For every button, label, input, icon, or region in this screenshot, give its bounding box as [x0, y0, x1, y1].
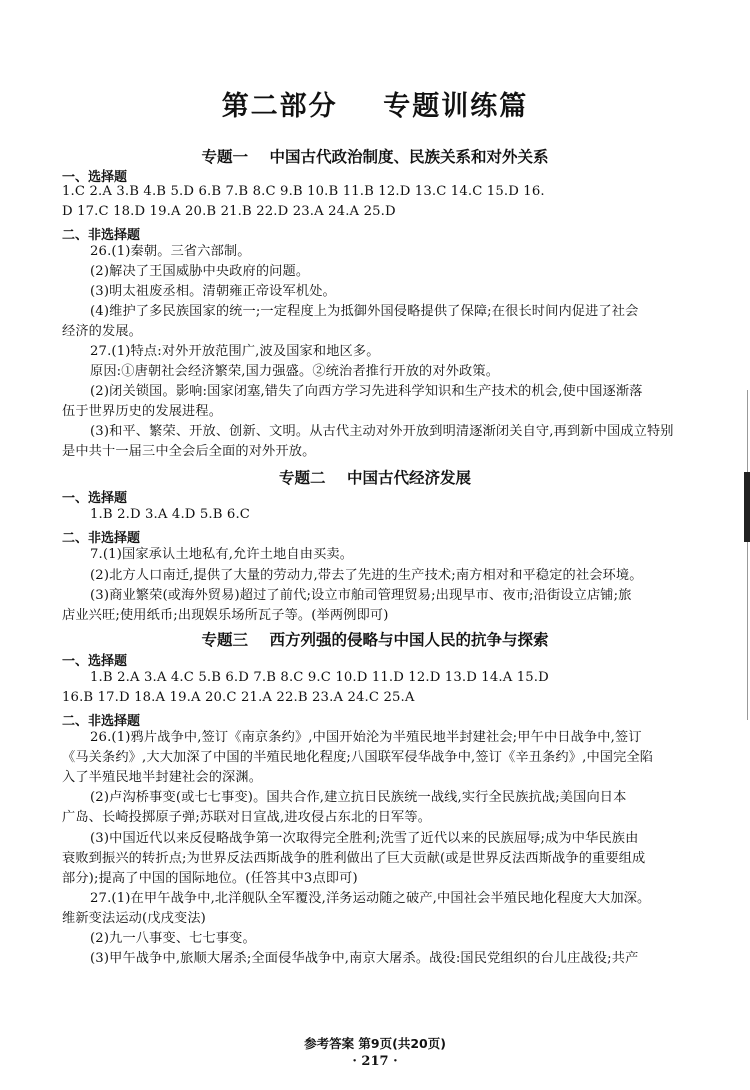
footer-answer-label: 参考答案 第9页(共20页) — [304, 1036, 446, 1051]
topic1-choice-section: 一、选择题 — [62, 170, 128, 185]
topic3-heading: 专题三 西方列强的侵略与中国人民的抗争与探索 — [201, 631, 549, 649]
answer-line: 27.(1)在甲午战争中,北洋舰队全军覆没,洋务运动随之破产,中国社会半殖民地化程度大大加深。 — [90, 891, 651, 906]
topic3-choice-section: 一、选择题 — [62, 654, 128, 669]
topic2-choice-answers-1: 1.B 2.D 3.A 4.D 5.B 6.C — [90, 507, 251, 522]
answer-line: 店业兴旺;使用纸币;出现娱乐场所瓦子等。(举两例即可) — [62, 608, 389, 623]
binding-edge-line — [747, 390, 748, 720]
answer-line: 部分);提高了中国的国际地位。(任答其中3点即可) — [62, 871, 358, 886]
answer-line: (3)甲午战争中,旅顺大屠杀;全面侵华战争中,南京大屠杀。战役:国民党组织的台儿庄战役;共产 — [90, 951, 639, 966]
answer-line: (2)解决了王国威胁中央政府的问题。 — [90, 264, 310, 279]
answer-line: 入了半殖民地半封建社会的深渊。 — [62, 770, 263, 785]
answer-line: 维新变法运动(戊戌变法) — [62, 911, 206, 926]
topic3-nonchoice-section: 二、非选择题 — [62, 714, 141, 729]
page-number: · 217 · — [352, 1054, 398, 1069]
answer-line: 伍于世界历史的发展进程。 — [62, 404, 223, 419]
answer-line: 广岛、长崎投掷原子弹;苏联对日宣战,进攻侵占东北的日军等。 — [62, 810, 432, 825]
answer-line: (3)中国近代以来反侵略战争第一次取得完全胜利;洗雪了近代以来的民族屈辱;成为中华民族由 — [90, 831, 639, 846]
answer-line: (2)九一八事变、七七事变。 — [90, 931, 256, 946]
topic2-choice-section: 一、选择题 — [62, 491, 128, 506]
answer-line: 26.(1)秦朝。三省六部制。 — [90, 244, 251, 259]
topic1-heading: 专题一 中国古代政治制度、民族关系和对外关系 — [201, 148, 549, 166]
topic3-choice-answers-2: 16.B 17.D 18.A 19.A 20.C 21.A 22.B 23.A 24.C 25.A — [62, 690, 415, 705]
answer-line: (4)维护了多民族国家的统一;一定程度上为抵御外国侵略提供了保障;在很长时间内促进了社会 — [90, 304, 639, 319]
answer-line: 是中共十一届三中全会后全面的对外开放。 — [62, 444, 316, 459]
answer-line: 衰败到振兴的转折点;为世界反法西斯战争的胜利做出了巨大贡献(或是世界反法西斯战争的重要组成 — [62, 851, 646, 866]
answer-line: (2)卢沟桥事变(或七七事变)。国共合作,建立抗日民族统一战线,实行全民族抗战;美国向日本 — [90, 790, 627, 805]
answer-line: 26.(1)鸦片战争中,签订《南京条约》,中国开始沦为半殖民地半封建社会;甲午中日战争中,签订 — [90, 730, 642, 745]
answer-line: 原因:①唐朝社会经济繁荣,国力强盛。②统治者推行开放的对外政策。 — [90, 364, 500, 379]
answer-line: (3)商业繁荣(或海外贸易)超过了前代;设立市舶司管理贸易;出现早市、夜市;沿街设立店铺;旅 — [90, 588, 632, 603]
answer-line: (3)明太祖废丞相。清朝雍正帝设军机处。 — [90, 284, 336, 299]
topic2-heading: 专题二 中国古代经济发展 — [278, 469, 472, 487]
answer-line: (2)北方人口南迁,提供了大量的劳动力,带去了先进的生产技术;南方相对和平稳定的社会环境。 — [90, 568, 643, 583]
topic1-nonchoice-section: 二、非选择题 — [62, 228, 141, 243]
topic2-nonchoice-section: 二、非选择题 — [62, 531, 141, 546]
topic1-choice-answers-1: 1.C 2.A 3.B 4.B 5.D 6.B 7.B 8.C 9.B 10.B 11.B 12.D 13.C 14.C 15.D 16. — [62, 184, 545, 199]
answer-line: 27.(1)特点:对外开放范围广,波及国家和地区多。 — [90, 344, 380, 359]
topic3-choice-answers-1: 1.B 2.A 3.A 4.C 5.B 6.D 7.B 8.C 9.C 10.D 11.D 12.D 13.D 14.A 15.D — [90, 670, 549, 685]
answer-line: (3)和平、繁荣、开放、创新、文明。从古代主动对外开放到明清逐渐闭关自守,再到新中国成立特别 — [90, 424, 674, 439]
part-title: 第二部分 专题训练篇 — [221, 91, 529, 122]
answer-line: 《马关条约》,大大加深了中国的半殖民地化程度;八国联军侵华战争中,签订《辛丑条约》,中国完全陷 — [62, 750, 654, 765]
answer-line: 7.(1)国家承认土地私有,允许土地自由买卖。 — [90, 547, 354, 562]
topic1-choice-answers-2: D 17.C 18.D 19.A 20.B 21.B 22.D 23.A 24.A 25.D — [62, 204, 396, 219]
answer-line: (2)闭关锁国。影响:国家闭塞,错失了向西方学习先进科学知识和生产技术的机会,使中国逐渐落 — [90, 384, 643, 399]
answer-line: 经济的发展。 — [62, 324, 143, 339]
